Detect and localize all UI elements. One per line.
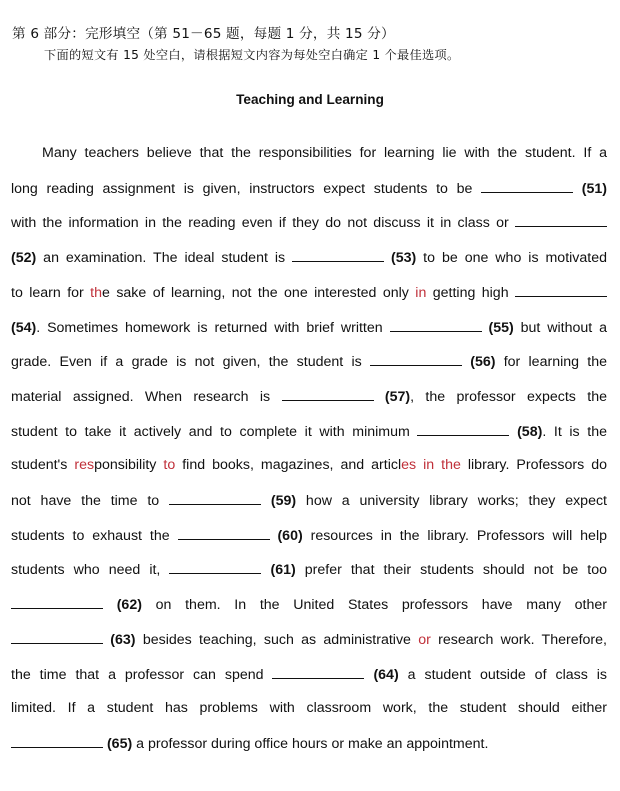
passage-text: to be one who is motivated (416, 250, 607, 267)
passage-text: material assigned. When research is (11, 388, 282, 405)
question-number: (57) (384, 388, 411, 405)
passage-line (11, 526, 607, 545)
passage-line (11, 491, 607, 510)
instructions: 下面的短文有 15 处空白，请根据短文内容为每处空白确定 1 个最佳选项。 (44, 48, 460, 62)
passage-text: to learn for (11, 284, 91, 301)
answer-blank (11, 595, 103, 609)
passage-text: . Sometimes homework is returned with brief written (36, 319, 390, 336)
passage-line (11, 318, 607, 337)
answer-blank (169, 491, 261, 505)
passage-text: library. Professors do (460, 457, 607, 474)
passage-line (11, 665, 607, 684)
passage-text: , the professor expects the (410, 388, 607, 405)
question-number: (63) (110, 631, 136, 648)
red-marked-text: in (415, 284, 427, 301)
passage-text: the time that a professor can spend (11, 666, 273, 683)
passage-text: research work. Therefore, (430, 631, 607, 648)
passage-text: find books, magazines, and articl (175, 457, 402, 474)
passage-text: ponsibility (94, 457, 164, 474)
answer-blank (178, 526, 270, 540)
passage-text: a professor during office hours or make an appointment. (132, 735, 489, 752)
red-marked-text: th (90, 284, 103, 301)
passage-text: e sake of learning, not the one interested only (102, 284, 416, 301)
passage-line (11, 387, 607, 406)
answer-blank (390, 318, 482, 332)
passage-line (11, 699, 607, 717)
red-marked-text: res (74, 457, 95, 474)
passage-line (11, 352, 607, 371)
answer-blank (272, 665, 364, 679)
answer-blank (169, 560, 261, 574)
passage-line (11, 213, 607, 232)
passage-text: besides teaching, such as administrative (135, 631, 419, 648)
passage-text: an examination. The ideal student is (36, 250, 293, 267)
passage-text (509, 424, 517, 440)
answer-blank (481, 179, 573, 193)
passage-text: student's (11, 457, 75, 474)
passage-text: limited. If a student has problems with classroom work, the student should either (11, 700, 607, 717)
question-number: (60) (277, 527, 303, 544)
passage-text: . It is the (542, 423, 607, 440)
passage-line (42, 144, 607, 162)
passage-text: Many teachers believe that the responsibilities for learning lie with the student. If a (42, 145, 607, 161)
answer-blank (11, 630, 103, 644)
passage-text (573, 181, 582, 197)
passage-text (103, 597, 117, 613)
question-number: (56) (470, 354, 496, 371)
red-marked-text: to (163, 457, 176, 474)
red-marked-text: es in the (401, 457, 461, 474)
passage-line (11, 283, 607, 302)
question-number: (51) (581, 180, 607, 197)
passage-line (11, 595, 607, 614)
passage-text: resources in the library. Professors will help (302, 527, 607, 544)
passage-text: but without a (513, 319, 607, 336)
passage-text: how a university library works; they expect (296, 493, 607, 509)
passage-text: with the information in the reading even if they do not discuss it in class or (11, 215, 515, 232)
question-number: (62) (116, 597, 142, 614)
passage-text: a student outside of class is (398, 666, 608, 683)
passage-text (384, 250, 391, 266)
passage-line (11, 179, 607, 198)
question-number: (55) (488, 319, 514, 336)
red-marked-text: or (418, 631, 431, 648)
passage-text: getting high (426, 284, 515, 301)
answer-blank (292, 248, 384, 262)
answer-blank (515, 283, 607, 297)
section-heading: 第 6 部分：完形填空（第 51－65 题，每题 1 分，共 15 分） (12, 26, 395, 42)
passage-text (462, 354, 470, 370)
question-number: (65) (106, 735, 133, 752)
passage-text (374, 389, 385, 405)
passage-line (11, 734, 607, 753)
passage-text: prefer that their students should not be too (295, 562, 607, 579)
answer-blank (370, 352, 462, 366)
question-number: (54) (11, 319, 37, 336)
passage-line (11, 560, 607, 579)
passage-text: for learning the (495, 354, 607, 371)
passage-text: student to take it actively and to complete it with minimum (11, 423, 418, 440)
passage-text: students who need it, (11, 562, 170, 579)
answer-blank (11, 734, 103, 748)
passage-text: long reading assignment is given, instructors expect students to be (11, 180, 482, 197)
answer-blank (515, 213, 607, 227)
question-number: (58) (517, 423, 543, 440)
passage-text: students to exhaust the (11, 527, 178, 544)
passage-text: not have the time to (11, 493, 170, 509)
passage-title: Teaching and Learning (236, 92, 384, 107)
question-number: (59) (270, 493, 297, 509)
passage-line (11, 456, 607, 474)
passage-line (11, 630, 607, 649)
question-number: (53) (391, 250, 417, 267)
answer-blank (282, 387, 374, 401)
passage-text: grade. Even if a grade is not given, the student is (11, 354, 370, 371)
passage-line (11, 248, 607, 267)
question-number: (64) (373, 666, 399, 683)
question-number: (61) (270, 562, 296, 579)
passage-text: on them. In the United States professors have many other (141, 597, 607, 614)
question-number: (52) (11, 250, 37, 267)
passage-text (261, 493, 271, 509)
passage-line (11, 422, 607, 441)
answer-blank (417, 422, 509, 436)
